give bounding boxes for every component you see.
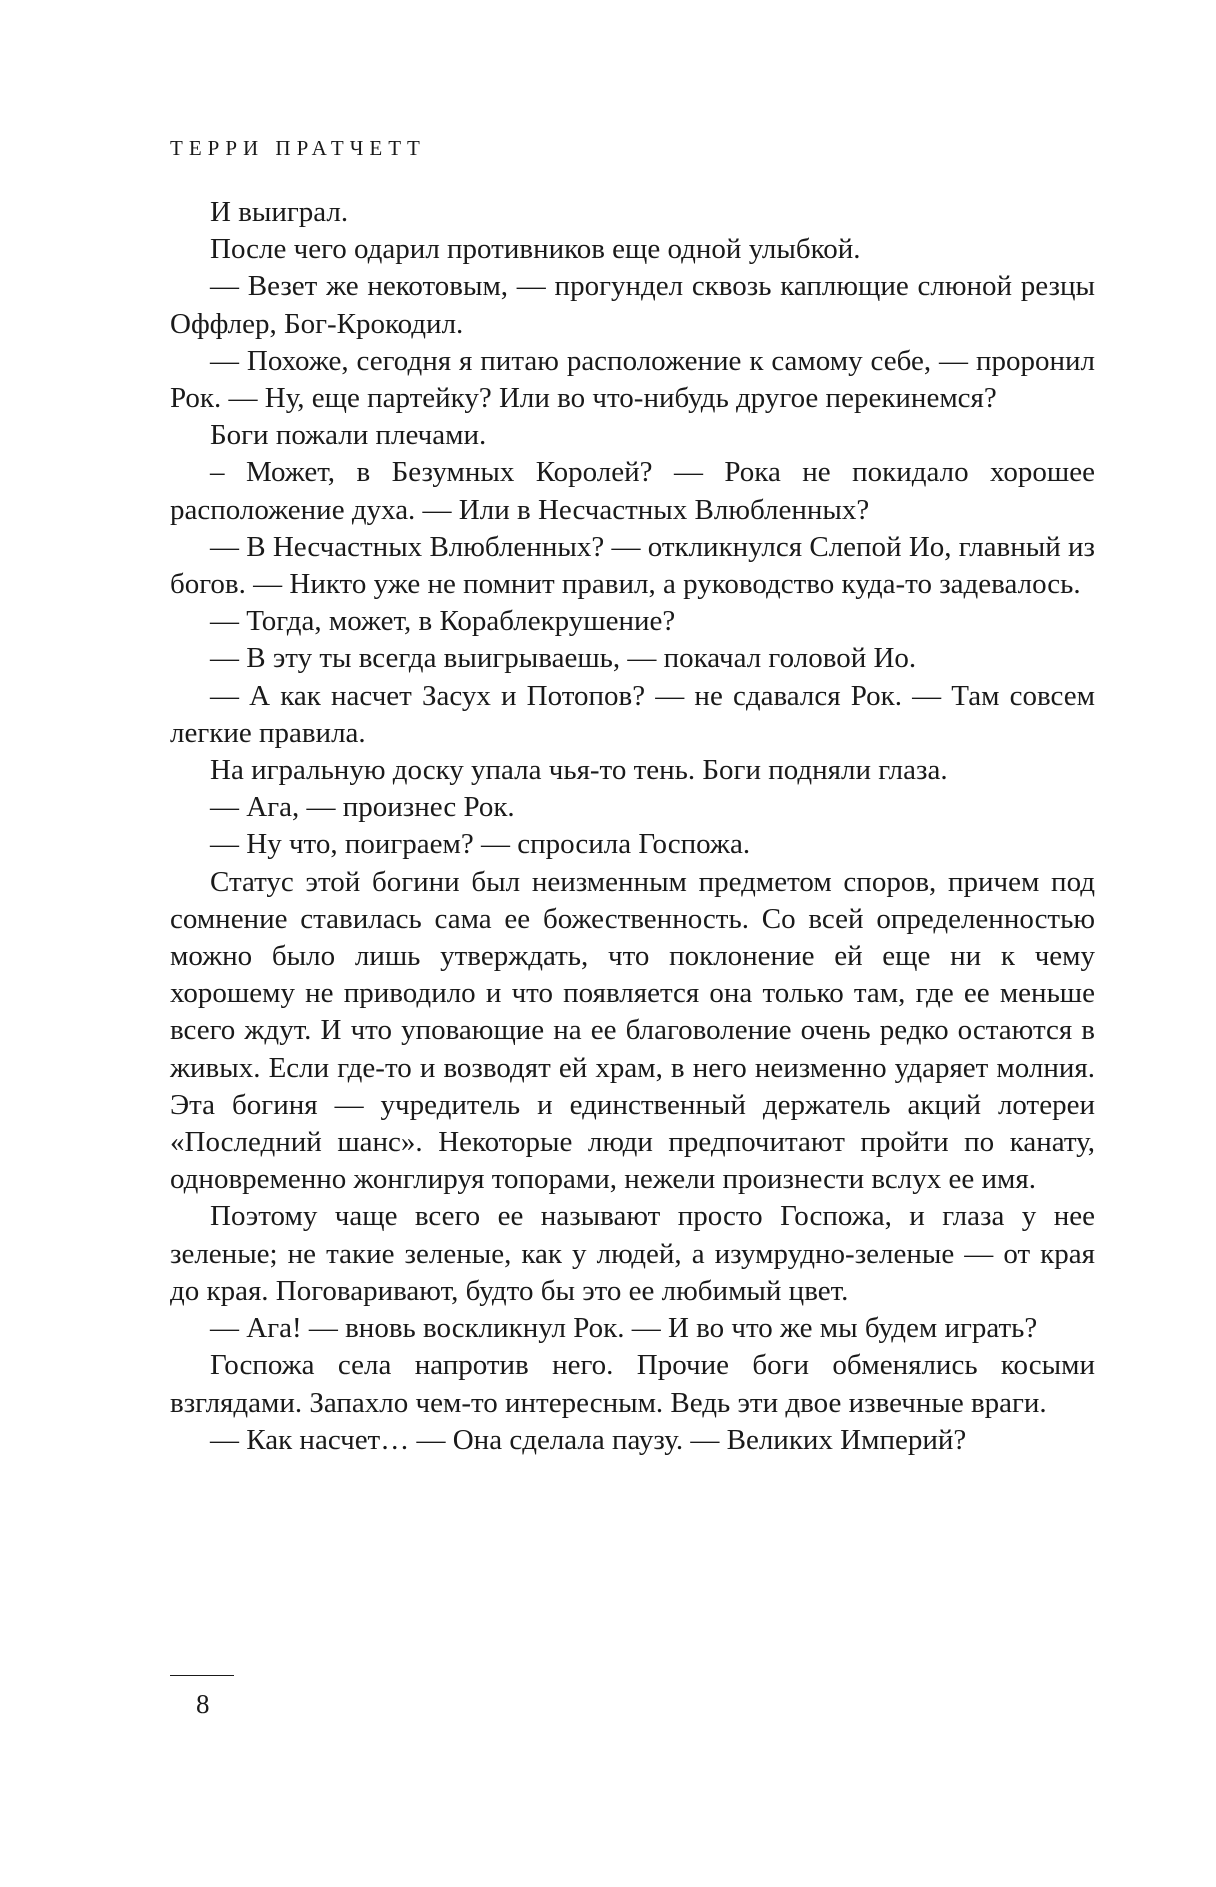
paragraph: — Ну что, поиграем? — спросила Госпожа. [210,828,751,861]
paragraph: Поэтому чаще всего ее называют просто Госпожа, и глаза у нее зеленые; не такие зеленые, как у людей, а изумрудно-зеленые — от края до края. Поговаривают, будто бы это ее любимый цвет. [170,1200,1095,1307]
paragraph: — А как насчет Засух и Потопов? — не сдавался Рок. — Там совсем легкие правила. [170,679,1095,749]
footer-rule [170,1675,234,1676]
paragraph: После чего одарил противников еще одной улыбкой. [210,233,861,266]
paragraph: — В Несчастных Влюбленных? — откликнулся Слепой Ио, главный из богов. — Никто уже не помнит правил, а руководство куда-то задевалось. [170,530,1095,601]
paragraph: И выиграл. [210,196,349,228]
paragraph: — В эту ты всегда выигрываешь, — покачал головой Ио. [210,642,917,675]
paragraph: — Тогда, может, в Кораблекрушение? [210,605,676,638]
paragraph: Госпожа села напротив него. Прочие боги обменялись косыми взглядами. Запахло чем-то интересным. Ведь эти двое извечные враги. [170,1349,1095,1419]
paragraph: — Ага! — вновь воскликнул Рок. — И во что же мы будем играть? [210,1312,1038,1345]
body-text [170,194,1095,1459]
paragraph: — Ага, — произнес Рок. [210,791,515,824]
paragraph: Статус этой богини был неизменным предметом споров, причем под сомнение ставилась сама ее божественность. Со всей определенностью можно было лишь утверждать, что поклонение ей еще ни к чему хорошему не приводило и что появляется она только там, где ее меньше всего ждут. И что уповающие на ее благоволение очень редко остаются в живых. Если где-то и возводят ей храм, в него неизменно ударяет молния. Эта богиня — учредитель и единственный держатель акций лотереи «Последний шанс». Некоторые люди предпочитают пройти по канату, одновременно жонглируя топорами, нежели произнести вслух ее имя. [170,865,1095,1196]
paragraph: На игральную доску упала чья-то тень. Боги подняли глаза. [210,754,948,787]
paragraph: Боги пожали плечами. [210,419,487,452]
paragraph: — Везет же некотовым, — прогундел сквозь каплющие слюной резцы Оффлер, Бог-Крокодил. [170,270,1095,340]
paragraph: — Похоже, сегодня я питаю расположение к самому себе, — проронил Рок. — Ну, еще партейку? Или во что-нибудь другое перекинемся? [170,344,1095,415]
running-header: ТЕРРИ ПРАТЧЕТТ [170,136,426,160]
paragraph: — Как насчет… — Она сделала паузу. — Великих Империй? [210,1423,967,1456]
paragraph: – Может, в Безумных Королей? — Рока не покидало хорошее расположение духа. — Или в Несчастных Влюбленных? [170,456,1095,526]
page-number: 8 [196,1689,210,1719]
